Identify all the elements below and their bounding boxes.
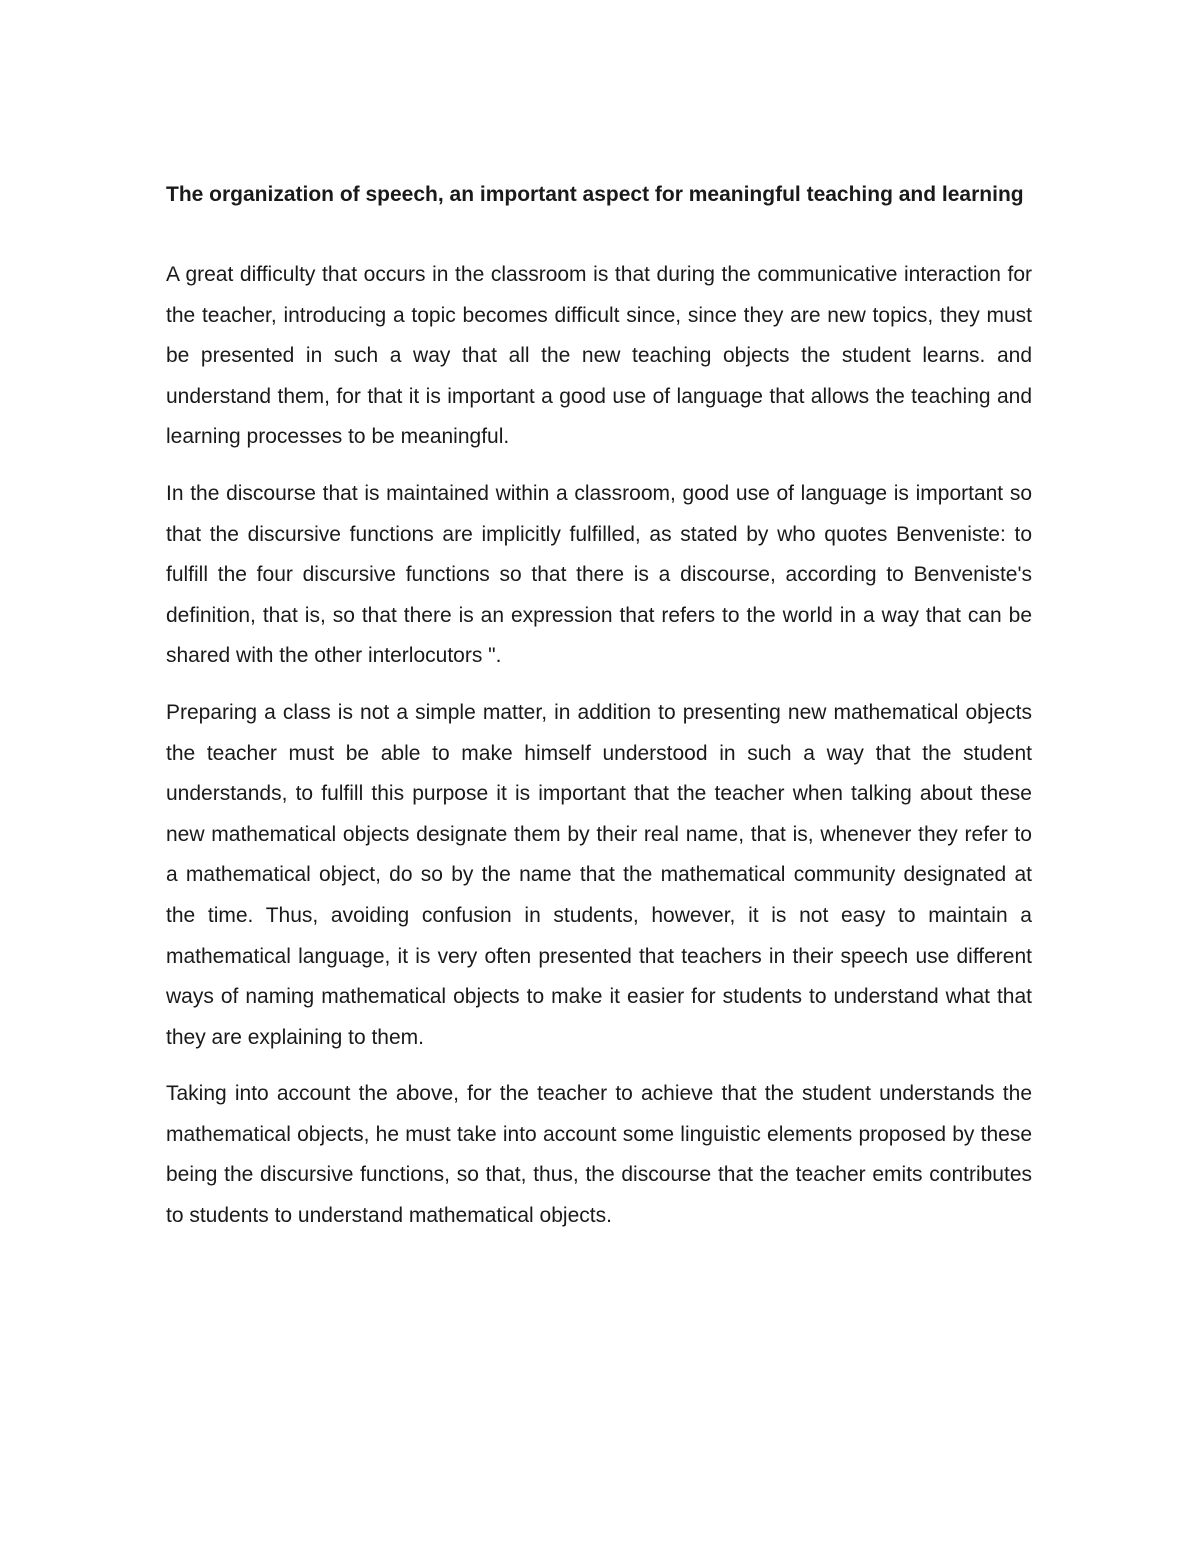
paragraph-1: A great difficulty that occurs in the classroom is that during the communicative interaction for the teacher, introducing a topic becomes difficult since, since they are new topics, they must be presented in such a way that all the new teaching objects the student learns. and understand them, for that it is important a good use of language that allows the teaching and learning processes to be meaningful.	[166, 263, 1032, 449]
paragraph-3: Preparing a class is not a simple matter, in addition to presenting new mathematical objects the teacher must be able to make himself understood in such a way that the student understands, to fulfill this purpose it is important that the teacher when talking about these new mathematical objects designate them by their real name, that is, whenever they refer to a mathematical object, do so by the name that the mathematical community designated at the time. Thus, avoiding confusion in students, however, it is not easy to maintain a mathematical language, it is very often presented that teachers in their speech use different ways of naming mathematical objects to make it easier for students to understand what that they are explaining to them.	[166, 700, 1032, 1049]
document-title: The organization of speech, an important aspect for meaningful teaching and learning	[166, 183, 1024, 206]
document-body	[166, 174, 1032, 1253]
paragraph-2: In the discourse that is maintained within a classroom, good use of language is important so that the discursive functions are implicitly fulfilled, as stated by who quotes Benveniste: to fulfill the four discursive functions so that there is a discourse, according to Benveniste's definition, that is, so that there is an expression that refers to the world in a way that can be shared with the other interlocutors ".	[166, 481, 1032, 668]
paragraph-4: Taking into account the above, for the teacher to achieve that the student understands the mathematical objects, he must take into account some linguistic elements proposed by these being the discursive functions, so that, thus, the discourse that the teacher emits contributes to students to understand mathematical objects.	[166, 1082, 1032, 1228]
